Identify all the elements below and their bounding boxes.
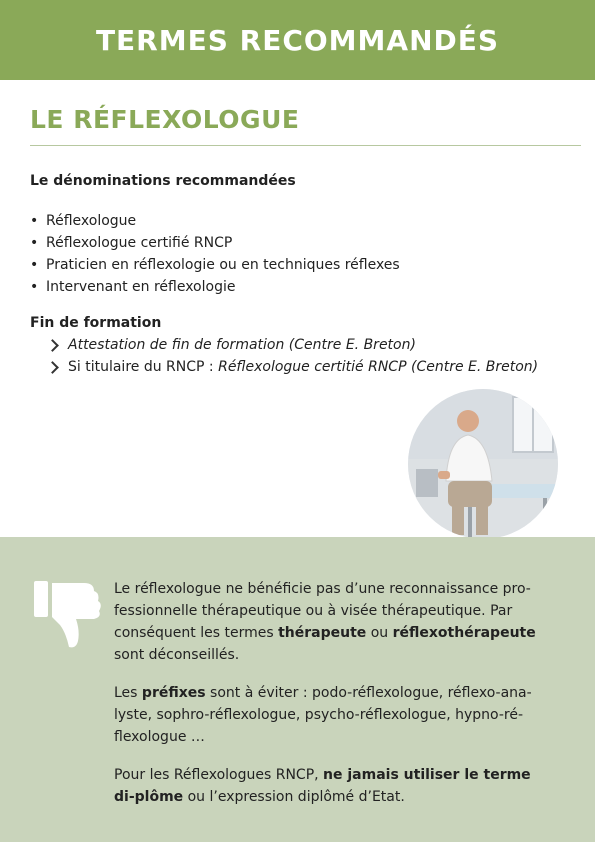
thumbs-down-icon [34, 577, 104, 652]
section-title: LE RÉFLEXOLOGUE [30, 105, 300, 134]
formation-item-text: Attestation de fin de formation (Centre E. Breton) [68, 337, 416, 353]
list-item [48, 334, 538, 356]
text-run: sont déconseillés. [114, 647, 240, 663]
text-run: ou [366, 625, 393, 641]
formation-item-prefix: Si titulaire du RNCP : [68, 359, 219, 375]
text-run: Le réflexologue ne bénéficie pas d’une reconnaissance pro-fessionnelle thérapeutique ou à visée thérapeutique. Par conséquent les termes [114, 581, 531, 641]
list-item: • Praticien en réflexologie ou en techniques réflexes [30, 254, 400, 276]
chevron-right-icon [46, 339, 59, 352]
page-header [0, 0, 595, 80]
section-divider [30, 145, 581, 146]
warning-paragraph-3 [114, 764, 554, 808]
denominations-heading: Le dénominations recommandées [30, 173, 296, 189]
text-run: ou l’expression diplômé d’Etat. [183, 789, 405, 805]
formation-heading: Fin de formation [30, 315, 162, 331]
emphasis-diplome: ne jamais utiliser le terme di-plôme [114, 767, 531, 805]
formation-item-text: Réflexologue certitié RNCP (Centre E. Breton) [218, 359, 539, 375]
list-item: • Réflexologue [30, 210, 400, 232]
text-run: Pour les Réflexologues RNCP, [114, 767, 324, 783]
chevron-right-icon [46, 361, 59, 374]
emphasis-prefixes: préfixes [141, 685, 206, 701]
list-item [48, 356, 538, 378]
warning-paragraph-2 [114, 682, 554, 748]
page-title: TERMES RECOMMANDÉS [95, 23, 500, 57]
denominations-list [30, 210, 400, 298]
text-run: sont à éviter : podo-réflexologue, réflexo-ana-lyste, sophro-réflexologue, psycho-réflexologue, hypno-ré-flexologue … [114, 685, 532, 745]
text-run: Les [114, 685, 142, 701]
list-item: • Intervenant en réflexologie [30, 276, 400, 298]
warning-paragraph-1 [114, 578, 554, 666]
emphasis-reflexotherapeute: réflexothérapeute [392, 625, 536, 641]
reflexologist-photo [408, 389, 558, 539]
list-item: • Réflexologue certifié RNCP [30, 232, 400, 254]
formation-list [48, 334, 538, 378]
emphasis-therapeute: thérapeute [278, 625, 367, 641]
